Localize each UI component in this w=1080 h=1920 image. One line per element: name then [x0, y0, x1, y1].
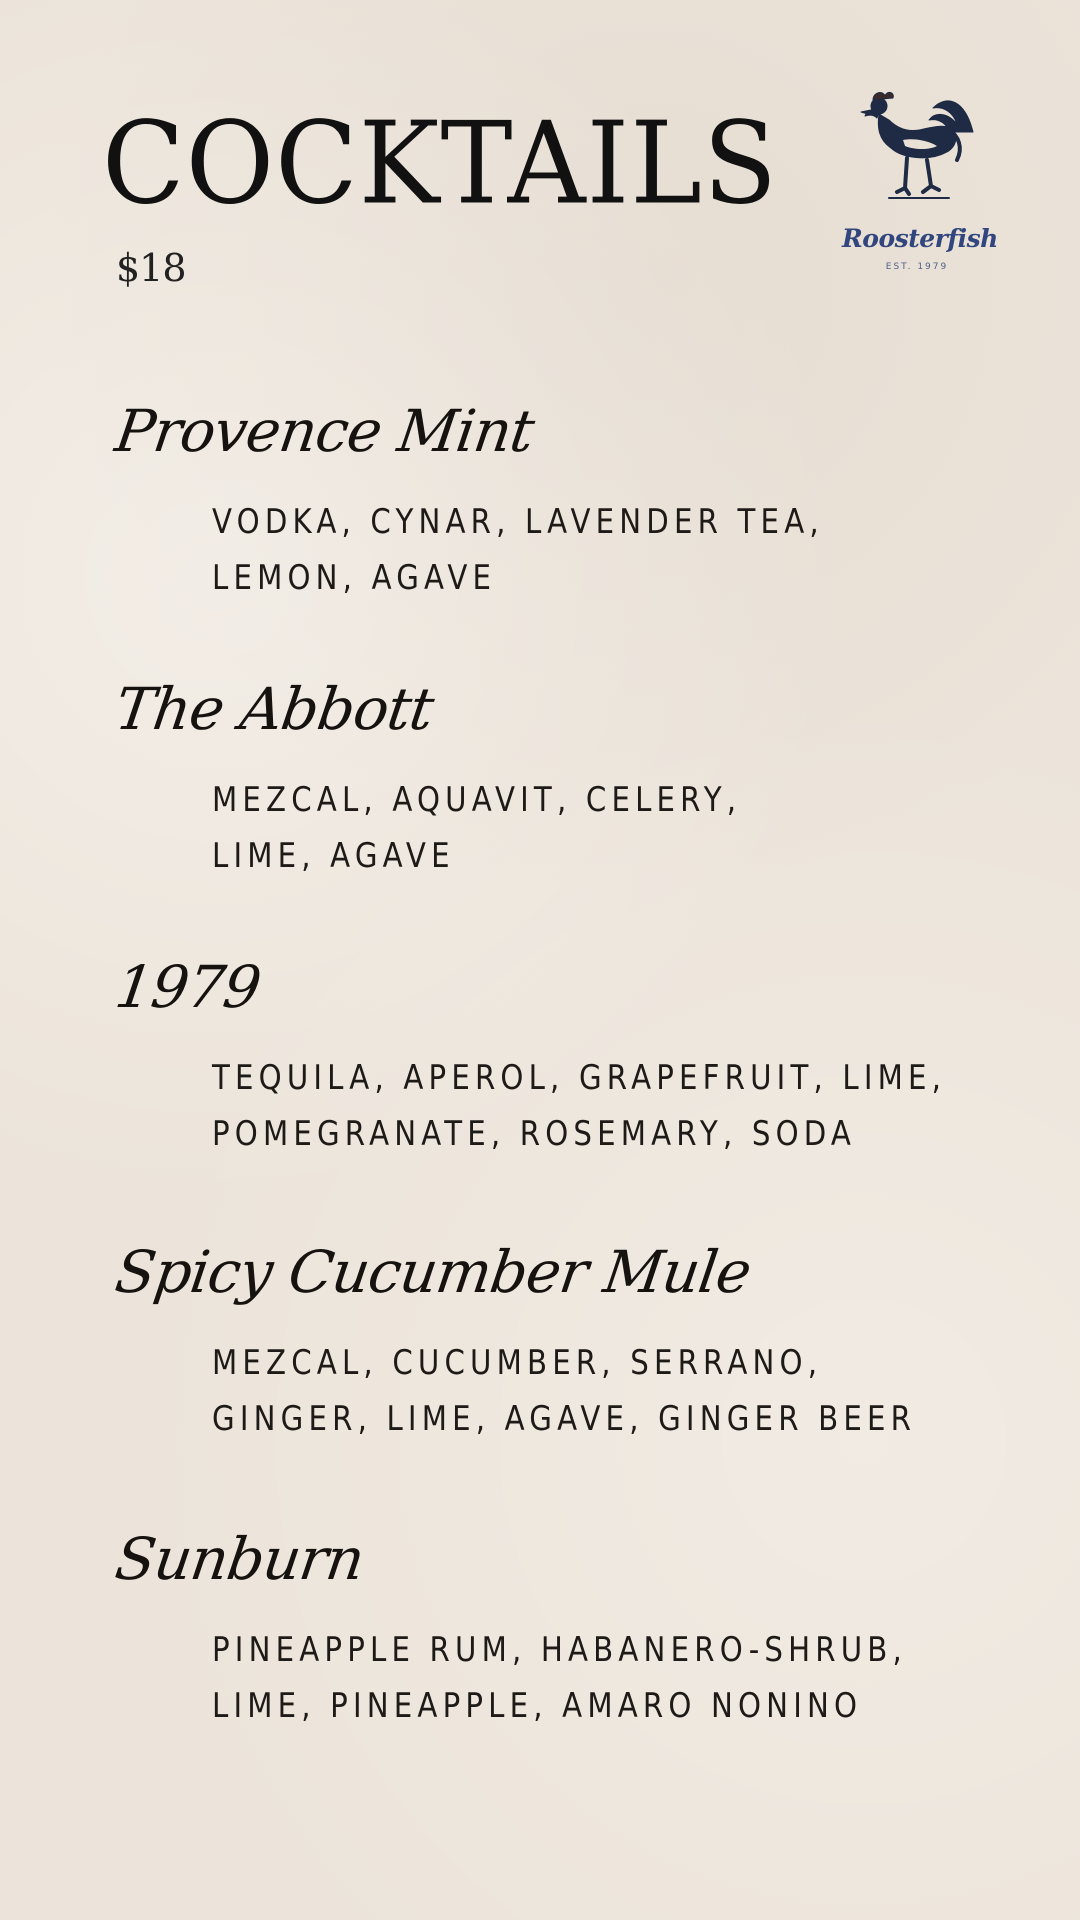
roosterfish-logo: [842, 88, 998, 288]
cocktail-name: Spicy Cucumber Mule: [111, 1238, 755, 1306]
cocktail-ingredients-line: MEZCAL, CUCUMBER, SERRANO,: [212, 1343, 823, 1383]
cocktail-name: Provence Mint: [111, 397, 538, 465]
cocktail-ingredients-line: TEQUILA, APEROL, GRAPEFRUIT, LIME,: [212, 1058, 947, 1098]
menu-title: COCKTAILS: [102, 98, 778, 230]
cocktail-ingredients-line: LIME, AGAVE: [212, 836, 455, 876]
cocktail-ingredients-line: PINEAPPLE RUM, HABANERO-SHRUB,: [212, 1630, 907, 1670]
menu-price: $18: [116, 246, 186, 290]
cocktail-ingredients-line: MEZCAL, AQUAVIT, CELERY,: [212, 780, 742, 820]
logo-established: EST. 1979: [885, 262, 949, 272]
logo-wordmark: Roosterfish: [842, 224, 998, 253]
cocktail-ingredients-line: LIME, PINEAPPLE, AMARO NONINO: [212, 1686, 863, 1726]
cocktail-name: Sunburn: [111, 1525, 368, 1593]
rooster-icon: [849, 88, 985, 218]
cocktail-name: 1979: [111, 953, 265, 1021]
cocktail-ingredients-line: GINGER, LIME, AGAVE, GINGER BEER: [212, 1399, 917, 1439]
cocktail-ingredients-line: VODKA, CYNAR, LAVENDER TEA,: [212, 502, 824, 542]
cocktail-name: The Abbott: [111, 675, 438, 743]
cocktail-ingredients-line: POMEGRANATE, ROSEMARY, SODA: [212, 1114, 857, 1154]
cocktail-ingredients-line: LEMON, AGAVE: [212, 558, 497, 598]
